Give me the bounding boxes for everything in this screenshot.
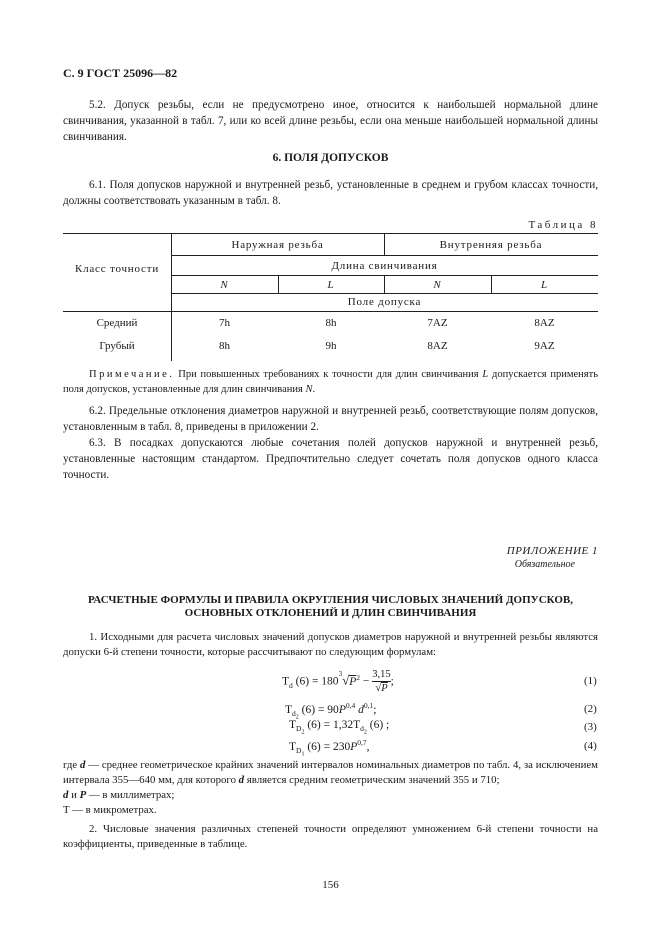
note-label: Примечание. (89, 369, 175, 380)
table-header-length: Длина свинчивания (331, 260, 438, 272)
table-row-medium-class: Средний (96, 317, 138, 329)
appendix-paragraph-1: 1. Исходными для расчета числовых значений допусков диаметров наружной и внутренней резьбы являются допуски 6-й степени точности, которые рассчитывают по следующим формулам: (63, 631, 598, 658)
table-note (63, 367, 598, 397)
table-cell: 8h (325, 317, 337, 329)
tolerance-table (63, 233, 598, 361)
table-header-field: Поле допуска (347, 296, 422, 308)
section-6-title: 6. ПОЛЯ ДОПУСКОВ (272, 152, 389, 164)
table-cell: 7h (219, 317, 230, 329)
note-text: При повышенных требованиях к точности для длин свинчивания (174, 369, 483, 380)
appendix-label: ПРИЛОЖЕНИЕ 1 (506, 545, 598, 557)
note-var-n: N (305, 384, 313, 395)
note-text: допускается применять поля допусков, установленные для длин свинчивания (63, 369, 599, 395)
formula-4: $T_{D_1}$ $(6) = 230P^{0,7}$, (289, 738, 370, 758)
formula-4-number: (4) (584, 740, 597, 752)
page-number: 156 (322, 879, 339, 891)
table-cell: 8AZ (427, 340, 448, 352)
paragraph-6-3: 6.3. В посадках допускаются любые сочетания полей допусков наружной и внутренней резьб, установленные настоящим стандартом. Предпочтительно следует сочетать поля допусков одного класса точности. (63, 437, 598, 481)
formula-2-number: (2) (584, 703, 597, 715)
formula-2: $T_{d_2}$ $(6) = 90P^{0,4}$ $d^{0,1}$; (285, 701, 377, 721)
table-sub-l-external: L (327, 279, 335, 291)
table-sub-n-internal: N (433, 279, 442, 291)
table-sub-l-internal: L (541, 279, 548, 291)
appendix-paragraph-2: 2. Числовые значения различных степеней точности определяют умножением 6-й степени точности на коэффициенты, приведенные в таблице. (63, 823, 598, 850)
units-line-mm: d и P — в миллиметрах; (63, 789, 175, 801)
paragraph-5-2: 5.2. Допуск резьбы, если не предусмотрено иное, относится к наибольшей нормальной длине свинчивания, указанной в табл. 7, или ко всей длине резьбы, если она меньше наибольшей нормальной длины свинчивания. (63, 99, 598, 143)
appendix-title-line-1: РАСЧЕТНЫЕ ФОРМУЛЫ И ПРАВИЛА ОКРУГЛЕНИЯ ЧИСЛОВЫХ ЗНАЧЕНИЙ ДОПУСКОВ, (88, 594, 573, 606)
table-cell: 9h (325, 340, 337, 352)
table-header-class: Класс точности (74, 263, 160, 275)
note-end: . (312, 384, 316, 395)
table-header-external: Наружная резьба (231, 239, 324, 251)
appendix-title-line-2: ОСНОВНЫХ ОТКЛОНЕНИЙ И ДЛИН СВИНЧИВАНИЯ (184, 607, 477, 619)
formula-1: $T_d$ $(6) = 180^3√P^2$ − $\frac{3,15}{√P}$ ; (282, 669, 394, 694)
units-line-um: T — в микрометрах. (63, 804, 157, 816)
table-cell: 8AZ (534, 317, 555, 329)
table-cell: 8h (219, 340, 230, 352)
table-header-internal: Внутренняя резьба (439, 239, 543, 251)
appendix-status: Обязательное (514, 559, 575, 570)
paragraph-6-2: 6.2. Предельные отклонения диаметров наружной и внутренней резьб, соответствующие полям допусков, установленным в табл. 8, приведены в приложении 2. (63, 405, 598, 433)
page-header: С. 9 ГОСТ 25096—82 (63, 66, 178, 80)
formula-where-clause: где d — среднее геометрическое крайних значений интервалов номинальных диаметров по табл. 4, за исключением интервала 355—640 мм, для которого d является средним геометрическим значений 355 и 710; (63, 759, 598, 786)
table-cell: 7AZ (427, 317, 448, 329)
formula-3: $T_{D_2}$ $(6) = 1,32T_{d_2}$ (6) ; (289, 719, 390, 736)
table-cell: 9AZ (534, 340, 555, 352)
paragraph-6-1: 6.1. Поля допусков наружной и внутренней резьб, установленные в среднем и грубом классах точности, должны соответствовать указанным в табл. 8. (63, 179, 598, 207)
table-row-coarse-class: Грубый (99, 340, 135, 352)
table-caption: Таблица 8 (528, 219, 598, 231)
formula-3-number: (3) (584, 721, 597, 733)
note-var-l: L (482, 369, 489, 380)
formula-1-number: (1) (584, 675, 597, 687)
table-sub-n-external: N (220, 279, 229, 291)
